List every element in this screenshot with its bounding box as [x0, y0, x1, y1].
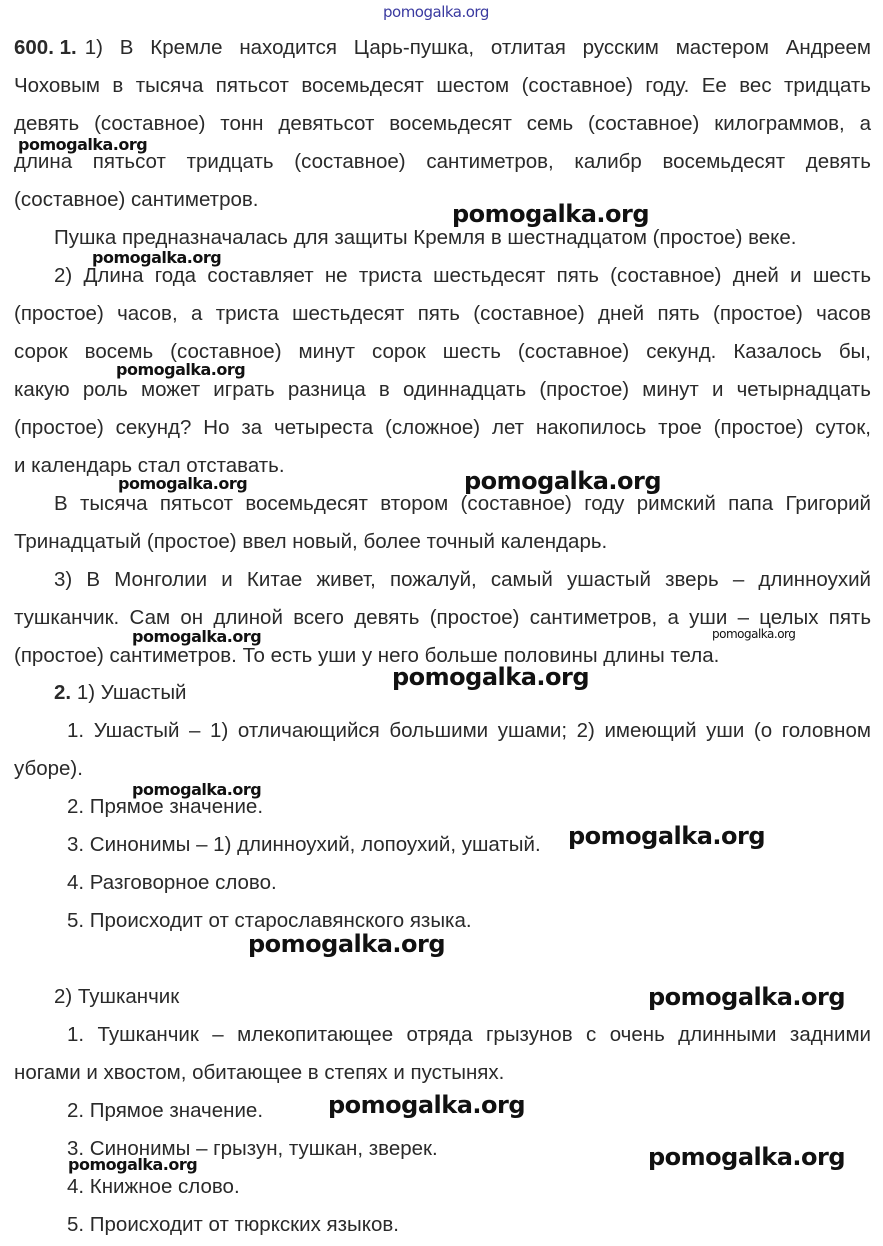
watermark: pomogalka.org [132, 780, 262, 799]
exercise-number: 600. [14, 36, 54, 59]
watermark: pomogalka.org [328, 1091, 526, 1119]
text-line: ногами и хвостом, обитающее в степях и пустынях. [14, 1061, 505, 1084]
text-line: 1. Ушастый – 1) отличающийся большими ушами; 2) имеющий уши (о головном [67, 719, 871, 742]
text-line: 2. Прямое значение. [67, 1099, 264, 1122]
watermark: pomogalka.org [712, 627, 796, 641]
text-line: тушканчик. Сам он длиной всего девять (простое) сантиметров, а уши – целых пять [14, 606, 871, 629]
text-line: 5. Происходит от старославянского языка. [67, 909, 472, 932]
text-line: 2) Длина года составляет не триста шестьдесят пять (составное) дней и шесть [54, 264, 871, 287]
text-line-content: 1) Ушастый [76, 681, 187, 704]
text-line: 2) Тушканчик [54, 985, 180, 1008]
text-line: 5. Происходит от тюркских языков. [67, 1213, 399, 1236]
text-line: 4. Разговорное слово. [67, 871, 277, 894]
watermark: pomogalka.org [392, 663, 590, 691]
text-line: и календарь стал отставать. [14, 454, 285, 477]
watermark: pomogalka.org [648, 1143, 846, 1171]
text-line: сорок восемь (составное) минут сорок шесть (составное) секунд. Казалось бы, [14, 340, 871, 363]
text-line: (простое) секунд? Но за четыреста (сложное) лет накопилось трое (простое) суток, [14, 416, 871, 439]
text-line-content: 1) В Кремле находится Царь-пушка, отлитая русским мастером Андреем [84, 36, 871, 59]
watermark: pomogalka.org [248, 930, 446, 958]
watermark-top: pomogalka.org [383, 3, 489, 21]
text-line: Тринадцатый (простое) ввел новый, более точный календарь. [14, 530, 608, 553]
text-line [14, 36, 871, 60]
text-line: (простое) сантиметров. То есть уши у него больше половины длины тела. [14, 644, 720, 667]
text-line: Пушка предназначалась для защиты Кремля в шестнадцатом (простое) веке. [54, 226, 797, 249]
watermark: pomogalka.org [132, 627, 262, 646]
part-number: 2. [54, 681, 72, 704]
part-number: 1. [59, 36, 77, 59]
text-line: 4. Книжное слово. [67, 1175, 240, 1198]
watermark: pomogalka.org [568, 822, 766, 850]
text-line: девять (составное) тонн девятьсот восемьдесят семь (составное) килограммов, а [14, 112, 871, 135]
text-line: уборе). [14, 757, 83, 780]
watermark: pomogalka.org [118, 474, 248, 493]
watermark: pomogalka.org [116, 360, 246, 379]
watermark: pomogalka.org [92, 248, 222, 267]
text-line: Чоховым в тысяча пятьсот восемьдесят шестом (составное) году. Ее вес тридцать [14, 74, 871, 97]
watermark: pomogalka.org [68, 1155, 198, 1174]
watermark: pomogalka.org [464, 467, 662, 495]
text-line: длина пятьсот тридцать (составное) сантиметров, калибр восемьдесят девять [14, 150, 871, 173]
text-line [54, 681, 187, 705]
text-line: В тысяча пятьсот восемьдесят втором (составное) году римский папа Григорий [54, 492, 871, 515]
text-line: 3) В Монголии и Китае живет, пожалуй, самый ушастый зверь – длинноухий [54, 568, 871, 591]
text-line: (составное) сантиметров. [14, 188, 259, 211]
watermark: pomogalka.org [18, 135, 148, 154]
text-line: 1. Тушканчик – млекопитающее отряда грызунов с очень длинными задними [67, 1023, 871, 1046]
text-line: (простое) часов, а триста шестьдесят пять (составное) дней пять (простое) часов [14, 302, 871, 325]
watermark: pomogalka.org [452, 200, 650, 228]
text-line: 3. Синонимы – грызун, тушкан, зверек. [67, 1137, 438, 1160]
text-line: какую роль может играть разница в одиннадцать (простое) минут и четырнадцать [14, 378, 871, 401]
text-line: 2. Прямое значение. [67, 795, 264, 818]
watermark: pomogalka.org [648, 983, 846, 1011]
text-line: 3. Синонимы – 1) длинноухий, лопоухий, ушатый. [67, 833, 541, 856]
